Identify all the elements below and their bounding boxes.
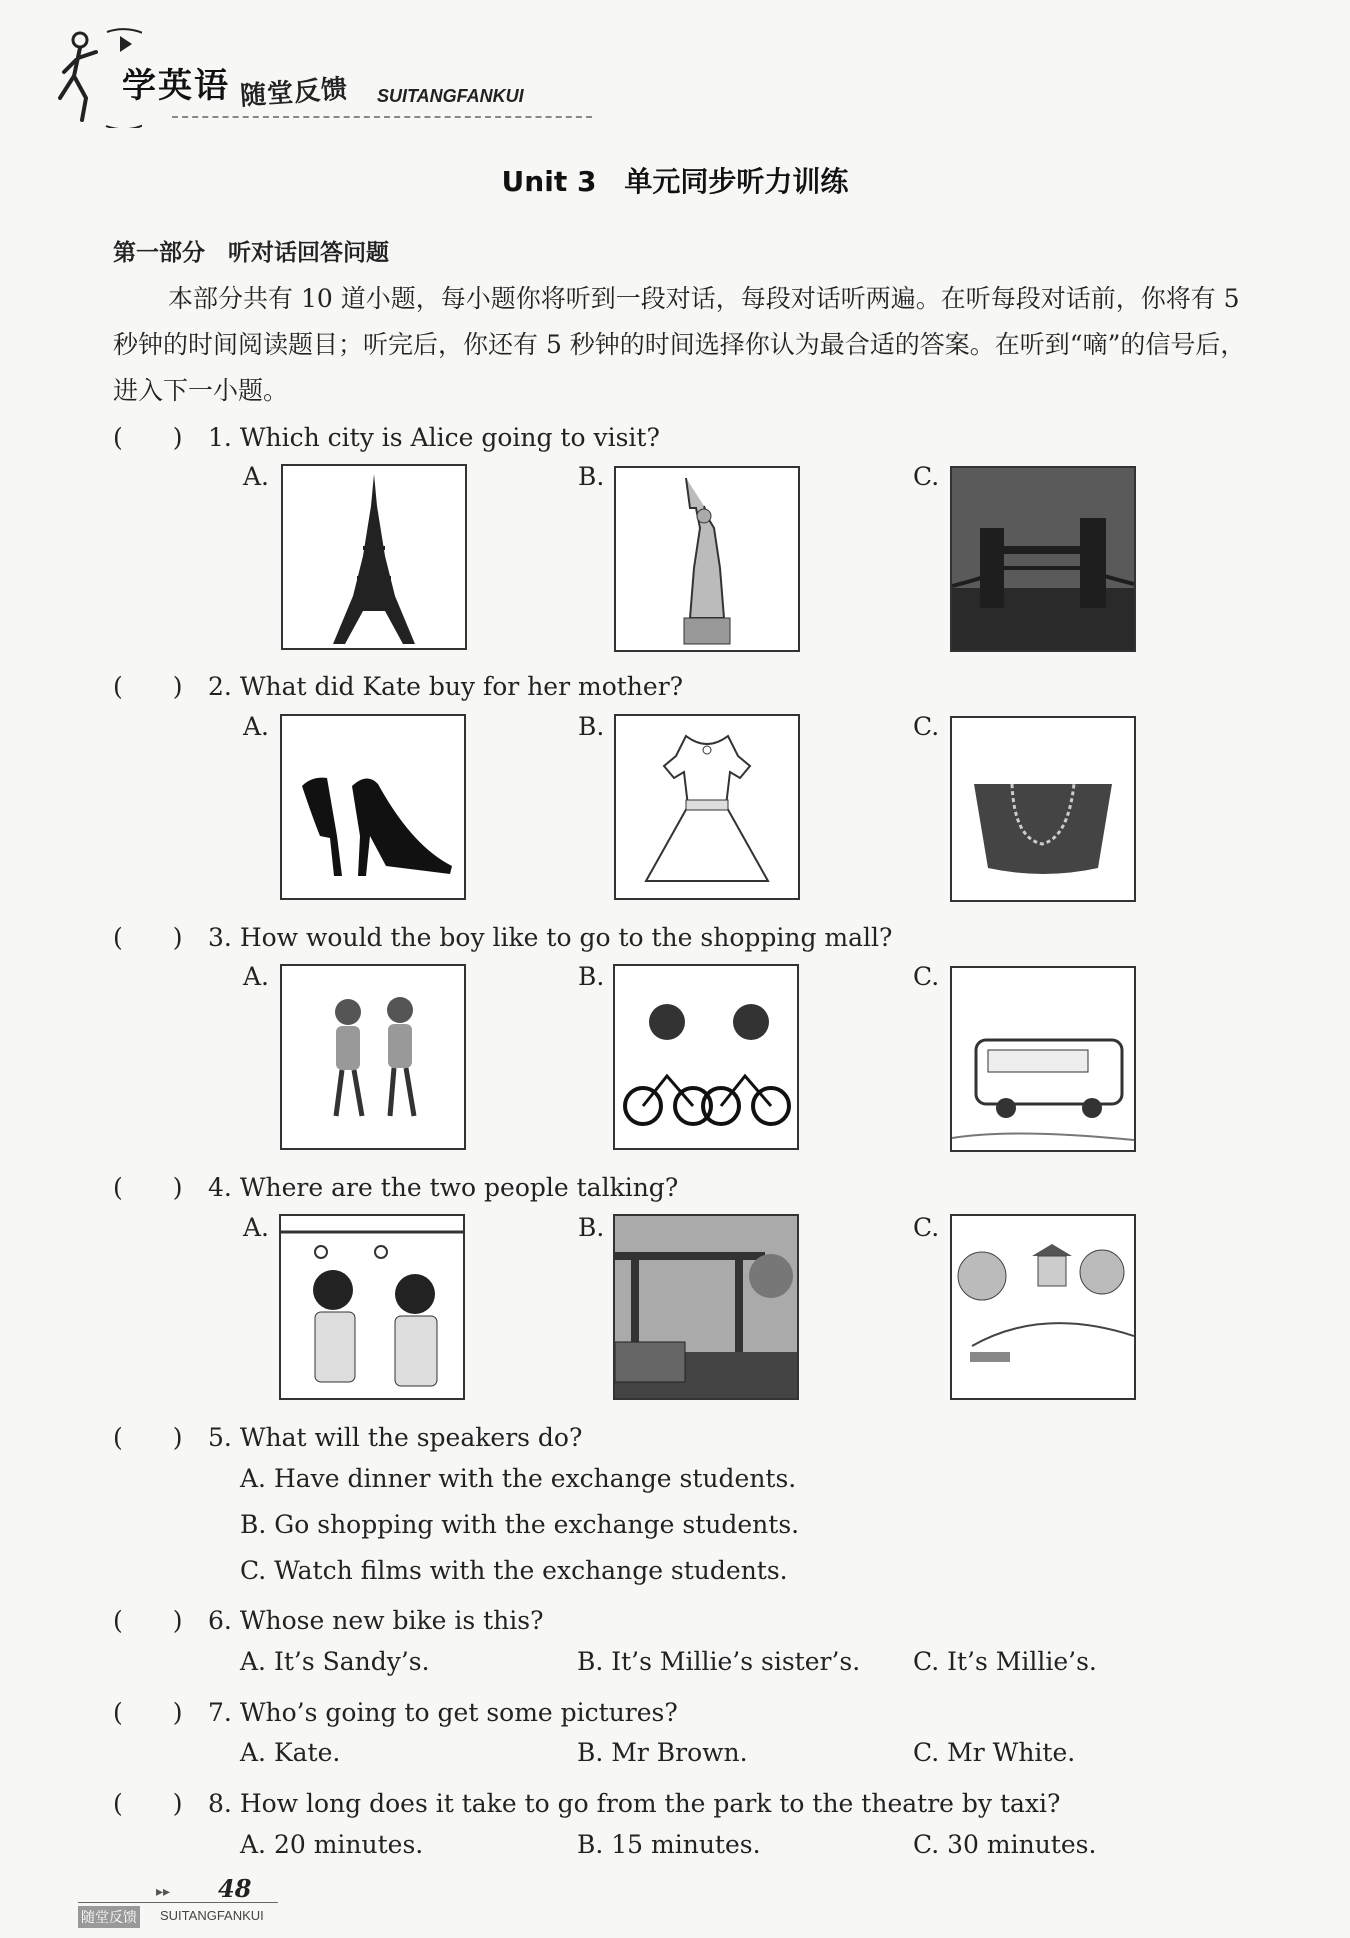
park-icon bbox=[952, 1216, 1134, 1398]
option-a[interactable]: A. It’s Sandy’s. bbox=[240, 1647, 430, 1676]
option-label: C. bbox=[913, 1213, 940, 1242]
section-heading: 第一部分 听对话回答问题 bbox=[113, 240, 389, 266]
bus-icon bbox=[952, 968, 1134, 1150]
option-label: A. bbox=[243, 462, 270, 491]
option-label: C. bbox=[913, 462, 940, 491]
option-image[interactable] bbox=[614, 714, 800, 900]
option-label: B. bbox=[578, 712, 605, 741]
option-image[interactable] bbox=[950, 1214, 1136, 1400]
footer-arrow-icon: ▸▸ bbox=[156, 1884, 171, 1900]
question-2 bbox=[113, 667, 683, 703]
cycling-kids-icon bbox=[615, 966, 797, 1148]
option-label: C. bbox=[913, 962, 940, 991]
question-8 bbox=[113, 1784, 1060, 1820]
answer-blank[interactable]: ( ) bbox=[113, 1789, 183, 1818]
option-c[interactable]: C. Mr White. bbox=[913, 1738, 1076, 1767]
option-a[interactable]: A. 20 minutes. bbox=[240, 1830, 424, 1859]
footer-brand: 随堂反馈 bbox=[78, 1906, 140, 1928]
header bbox=[52, 28, 572, 128]
header-divider bbox=[172, 116, 592, 118]
option-a[interactable]: A. Have dinner with the exchange students. bbox=[240, 1464, 797, 1493]
high-heels-icon bbox=[282, 716, 464, 898]
option-b[interactable]: B. Mr Brown. bbox=[577, 1738, 748, 1767]
option-image[interactable] bbox=[614, 466, 800, 652]
on-bus-icon bbox=[281, 1216, 463, 1398]
option-image[interactable] bbox=[950, 966, 1136, 1152]
question-4 bbox=[113, 1168, 678, 1204]
option-label: B. bbox=[578, 1213, 605, 1242]
option-label: A. bbox=[243, 962, 270, 991]
question-number: 7. bbox=[208, 1698, 232, 1727]
question-6 bbox=[113, 1601, 544, 1637]
question-text: How long does it take to go from the park to the theatre by taxi? bbox=[239, 1789, 1061, 1818]
question-number: 3. bbox=[208, 923, 232, 952]
option-c[interactable]: C. 30 minutes. bbox=[913, 1830, 1097, 1859]
eiffel-tower-icon bbox=[283, 466, 465, 648]
question-1 bbox=[113, 418, 660, 454]
option-c[interactable]: C. It’s Millie’s. bbox=[913, 1647, 1097, 1676]
option-label: A. bbox=[243, 712, 270, 741]
instructions bbox=[113, 276, 1263, 414]
option-b[interactable]: B. 15 minutes. bbox=[577, 1830, 761, 1859]
option-label: C. bbox=[913, 712, 940, 741]
question-5 bbox=[113, 1418, 582, 1454]
question-text: What did Kate buy for her mother? bbox=[239, 672, 684, 701]
question-number: 5. bbox=[208, 1423, 232, 1452]
page-number: 48 bbox=[218, 1874, 252, 1903]
option-image[interactable] bbox=[613, 964, 799, 1150]
option-b[interactable]: B. Go shopping with the exchange students. bbox=[240, 1510, 800, 1539]
option-image[interactable] bbox=[280, 714, 466, 900]
question-number: 1. bbox=[208, 423, 232, 452]
question-text: Who’s going to get some pictures? bbox=[239, 1698, 678, 1727]
answer-blank[interactable]: ( ) bbox=[113, 1423, 183, 1452]
option-a[interactable]: A. Kate. bbox=[240, 1738, 341, 1767]
answer-blank[interactable]: ( ) bbox=[113, 1173, 183, 1202]
question-number: 8. bbox=[208, 1789, 232, 1818]
answer-blank[interactable]: ( ) bbox=[113, 923, 183, 952]
option-label: B. bbox=[578, 462, 605, 491]
question-text: What will the speakers do? bbox=[239, 1423, 583, 1452]
question-3 bbox=[113, 918, 892, 954]
bus-stop-icon bbox=[615, 1216, 797, 1398]
question-text: How would the boy like to go to the shopping mall? bbox=[239, 923, 893, 952]
question-text: Where are the two people talking? bbox=[239, 1173, 679, 1202]
handbag-icon bbox=[952, 718, 1134, 900]
page-title: Unit 3 单元同步听力训练 bbox=[501, 165, 849, 198]
brand-english: SUITANGFANKUI bbox=[377, 86, 524, 106]
option-image[interactable] bbox=[950, 716, 1136, 902]
footer-divider bbox=[78, 1902, 278, 1903]
option-image[interactable] bbox=[281, 464, 467, 650]
question-number: 2. bbox=[208, 672, 232, 701]
question-text: Which city is Alice going to visit? bbox=[239, 423, 660, 452]
answer-blank[interactable]: ( ) bbox=[113, 672, 183, 701]
option-image[interactable] bbox=[279, 1214, 465, 1400]
answer-blank[interactable]: ( ) bbox=[113, 423, 183, 452]
option-image[interactable] bbox=[280, 964, 466, 1150]
dress-icon bbox=[616, 716, 798, 898]
option-image[interactable] bbox=[950, 466, 1136, 652]
option-b[interactable]: B. It’s Millie’s sister’s. bbox=[577, 1647, 861, 1676]
option-label: A. bbox=[243, 1213, 270, 1242]
option-label: B. bbox=[578, 962, 605, 991]
question-text: Whose new bike is this? bbox=[239, 1606, 544, 1635]
walking-kids-icon bbox=[282, 966, 464, 1148]
footer-brand-english: SUITANGFANKUI bbox=[160, 1908, 264, 1923]
question-number: 4. bbox=[208, 1173, 232, 1202]
option-image[interactable] bbox=[613, 1214, 799, 1400]
brand-title: 学英语 bbox=[122, 66, 230, 106]
answer-blank[interactable]: ( ) bbox=[113, 1698, 183, 1727]
question-number: 6. bbox=[208, 1606, 232, 1635]
statue-of-liberty-icon bbox=[616, 468, 798, 650]
question-7 bbox=[113, 1693, 678, 1729]
tower-bridge-icon bbox=[952, 468, 1134, 650]
option-c[interactable]: C. Watch films with the exchange students. bbox=[240, 1556, 788, 1585]
brand-subtitle: 随堂反馈 bbox=[239, 74, 350, 112]
instructions-text: 本部分共有 10 道小题，每小题你将听到一段对话，每段对话听两遍。在听每段对话前，你将有 5 秒钟的时间阅读题目；听完后，你还有 5 秒钟的时间选择你认为最合适的答案。在听到“嘀”的信号后，进入下一小题。 bbox=[113, 284, 1246, 405]
answer-blank[interactable]: ( ) bbox=[113, 1606, 183, 1635]
